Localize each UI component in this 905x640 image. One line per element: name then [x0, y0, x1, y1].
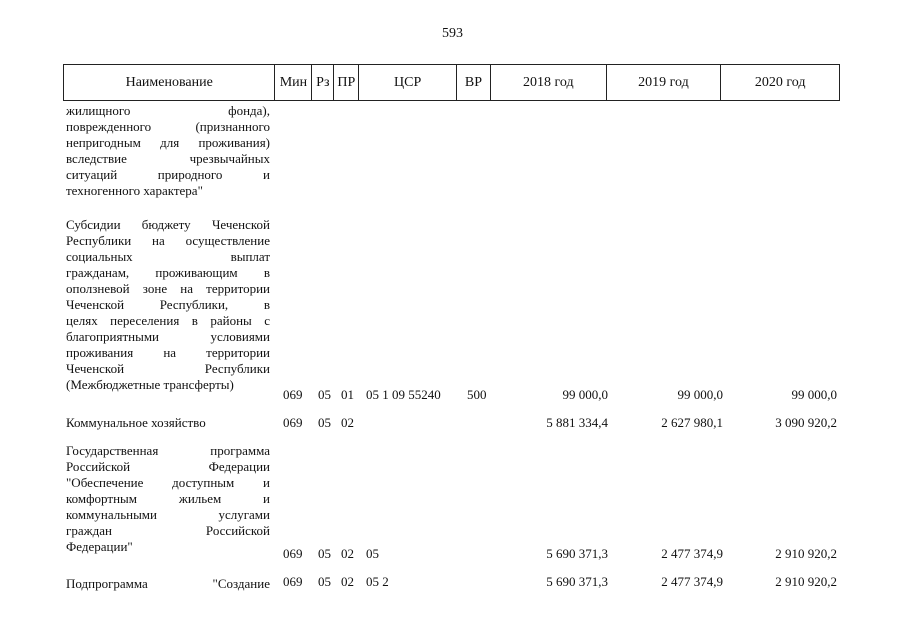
name-line: "Обеспечение доступным и	[66, 475, 270, 490]
name-line: коммунальными услугами	[66, 507, 270, 522]
cell-csr: 05	[366, 546, 379, 561]
cell-vr: 500	[467, 387, 487, 402]
header-2019: 2019 год	[607, 65, 722, 100]
cell-min: 069	[283, 546, 303, 561]
cell-rz: 05	[318, 415, 331, 430]
cell-rz: 05	[318, 574, 331, 589]
name-line: Республики на осуществление	[66, 233, 270, 248]
table-row-name	[66, 576, 270, 592]
cell-2019: 99 000,0	[677, 387, 723, 402]
cell-min: 069	[283, 415, 303, 430]
header-csr: ЦСР	[359, 65, 457, 100]
name-line: вследствие чрезвычайных	[66, 151, 270, 166]
cell-pr: 02	[341, 415, 354, 430]
table-header	[63, 64, 840, 101]
name-line: Государственная программа	[66, 443, 270, 458]
name-line: благоприятными условиями	[66, 329, 270, 344]
page-number: 593	[442, 26, 463, 41]
header-vr: ВР	[457, 65, 491, 100]
name-line: непригодным для проживания)	[66, 135, 270, 150]
name-line: Подпрограмма "Создание	[66, 576, 270, 591]
cell-2020: 2 910 920,2	[775, 546, 837, 561]
header-name: Наименование	[64, 65, 275, 100]
cell-2019: 2 477 374,9	[661, 546, 723, 561]
name-line: жилищного фонда),	[66, 103, 270, 118]
name-line: комфортным жильем и	[66, 491, 270, 506]
name-line: Чеченской Республики, в	[66, 297, 270, 312]
name-line: техногенного характера"	[66, 183, 203, 198]
cell-2020: 3 090 920,2	[775, 415, 837, 430]
name-line: (Межбюджетные трансферты)	[66, 377, 234, 392]
cell-csr: 05 2	[366, 574, 389, 589]
table-row-name	[66, 217, 270, 393]
cell-pr: 01	[341, 387, 354, 402]
header-min: Мин	[275, 65, 312, 100]
name-line: Коммунальное хозяйство	[66, 415, 206, 430]
cell-rz: 05	[318, 387, 331, 402]
table-row-name	[66, 443, 270, 555]
cell-2020: 2 910 920,2	[775, 574, 837, 589]
cell-2020: 99 000,0	[791, 387, 837, 402]
name-line: Российской Федерации	[66, 459, 270, 474]
name-line: Чеченской Республики	[66, 361, 270, 376]
name-line: граждан Российской	[66, 523, 270, 538]
name-line: Субсидии бюджету Чеченской	[66, 217, 270, 232]
table-row-name	[66, 103, 270, 199]
cell-csr: 05 1 09 55240	[366, 387, 441, 402]
header-pr: ПР	[334, 65, 359, 100]
header-2018: 2018 год	[491, 65, 607, 100]
name-line: поврежденного (признанного	[66, 119, 270, 134]
cell-pr: 02	[341, 546, 354, 561]
header-2020: 2020 год	[754, 74, 806, 90]
cell-min: 069	[283, 387, 303, 402]
cell-2018: 99 000,0	[562, 387, 608, 402]
cell-2018: 5 690 371,3	[546, 546, 608, 561]
name-line: целях переселения в районы с	[66, 313, 270, 328]
header-rz: Рз	[312, 65, 334, 100]
cell-2018: 5 881 334,4	[546, 415, 608, 430]
cell-2019: 2 627 980,1	[661, 415, 723, 430]
name-line: Федерации"	[66, 539, 133, 554]
cell-rz: 05	[318, 546, 331, 561]
name-line: оползневой зоне на территории	[66, 281, 270, 296]
cell-min: 069	[283, 574, 303, 589]
name-line: ситуаций природного и	[66, 167, 270, 182]
cell-2019: 2 477 374,9	[661, 574, 723, 589]
table-row-name	[66, 415, 270, 431]
name-line: гражданам, проживающим в	[66, 265, 270, 280]
cell-pr: 02	[341, 574, 354, 589]
name-line: социальных выплат	[66, 249, 270, 264]
name-line: проживания на территории	[66, 345, 270, 360]
cell-2018: 5 690 371,3	[546, 574, 608, 589]
